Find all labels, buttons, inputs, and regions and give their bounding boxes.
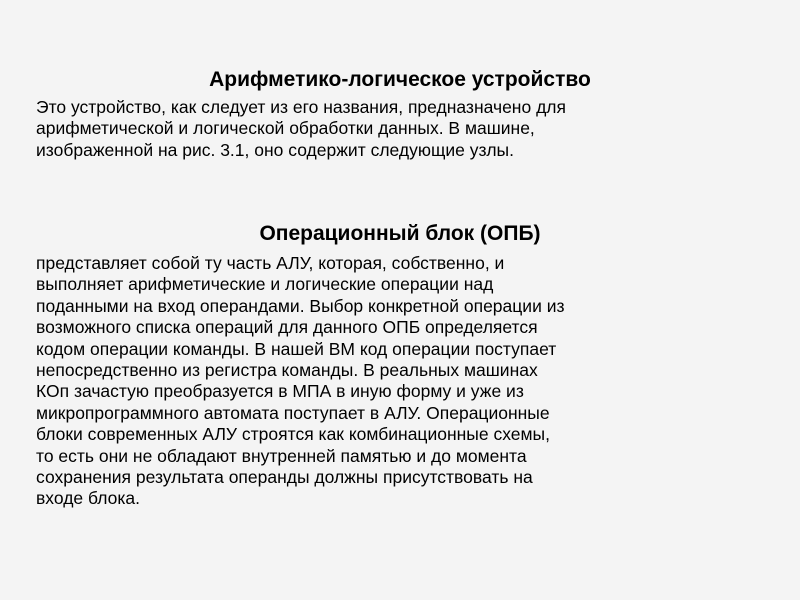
section-line: входе блока. [36, 488, 141, 509]
section-line: возможного списка операций для данного ОПБ определяется [36, 317, 538, 338]
section-line: непосредственно из регистра команды. В реальных машинах [36, 360, 538, 381]
section-line: представляет собой ту часть АЛУ, которая, собственно, и [36, 253, 505, 273]
section-paragraph [36, 253, 768, 510]
section-title [0, 222, 800, 246]
intro-paragraph [36, 97, 766, 161]
section-line: сохранения результата операнды должны присутствовать на [36, 467, 533, 488]
intro-line: Это устройство, как следует из его названия, предназначено для [36, 97, 566, 117]
section-line: выполняет арифметические и логические операции над [36, 274, 494, 295]
intro-line: изображенной на рис. 3.1, оно содержит следующие узлы. [36, 139, 514, 160]
slide-title-text: Арифметико-логическое устройство [209, 68, 591, 91]
section-line: кодом операции команды. В нашей ВМ код операции поступает [36, 338, 557, 359]
slide-title [0, 68, 800, 92]
section-line: блоки современных АЛУ строятся как комбинационные схемы, [36, 424, 550, 445]
section-line: то есть они не обладают внутренней памятью и до момента [36, 445, 527, 466]
intro-line: арифметической и логической обработки данных. В машине, [36, 118, 535, 139]
section-line: микропрограммного автомата поступает в АЛУ. Операционные [36, 402, 550, 423]
section-line: поданными на вход операндами. Выбор конкретной операции из [36, 295, 565, 316]
section-line: КОп зачастую преобразуется в МПА в иную форму и уже из [36, 381, 524, 402]
section-title-bold: Операционный блок [259, 222, 475, 245]
section-title-abbr: (ОПБ) [480, 222, 541, 245]
